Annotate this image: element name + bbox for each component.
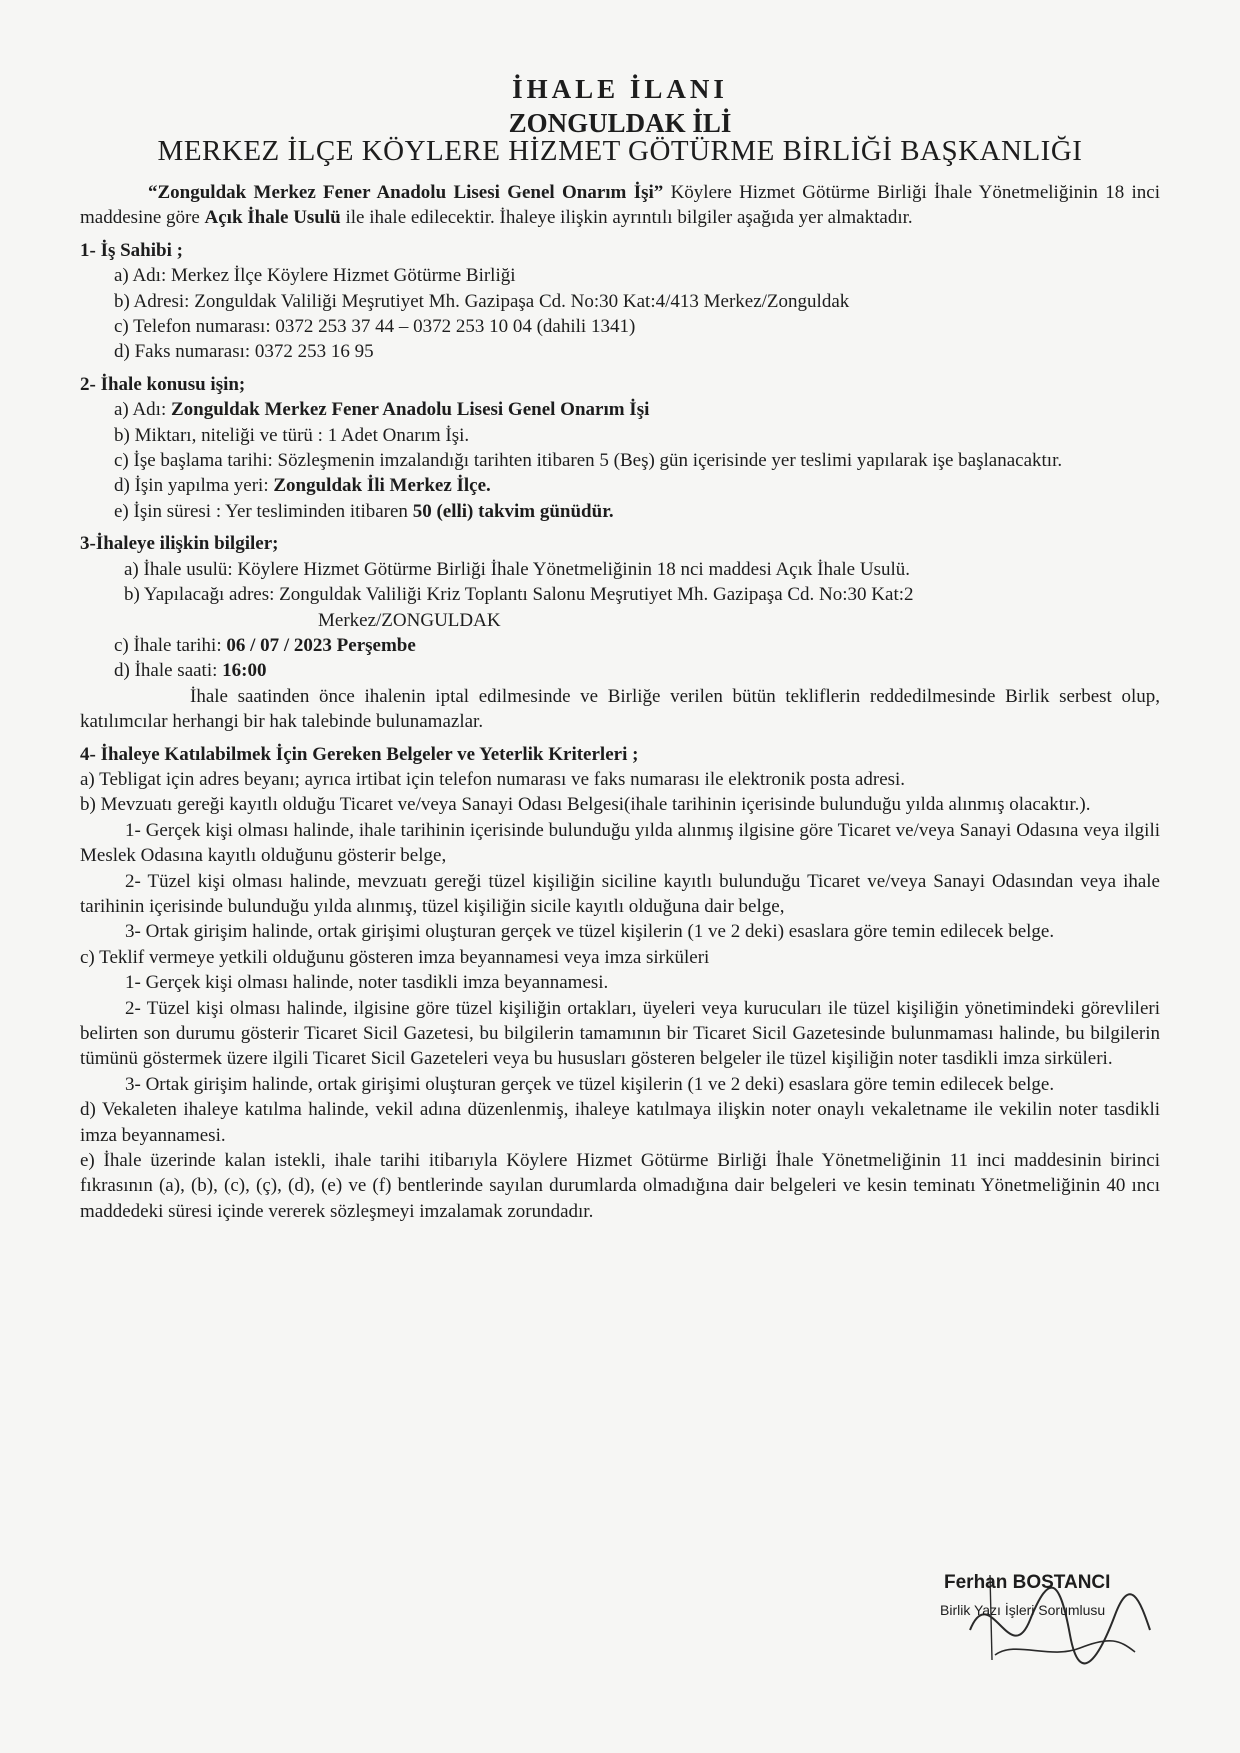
work-name (80, 397, 1160, 422)
section-1-heading: 1- İş Sahibi ; (80, 239, 183, 261)
work-name-label: a) Adı: (114, 399, 171, 421)
work-location-value: Zonguldak İli Merkez İlçe. (273, 475, 491, 497)
tender-time-label: d) İhale saati: (114, 660, 223, 682)
tender-address: b) Yapılacağı adres: Zonguldak Valiliği Kriz Toplantı Salonu Meşrutiyet Mh. Gazipaşa Cd. No:30 Kat:2 (124, 584, 914, 606)
notice-body (80, 180, 1160, 1224)
project-name: “Zonguldak Merkez Fener Anadolu Lisesi Genel Onarım İşi” (148, 182, 664, 203)
tender-date-value: 06 / 07 / 2023 Perşembe (226, 634, 416, 656)
work-duration (80, 499, 1160, 524)
req-a: a) Tebligat için adres beyanı; ayrıca irtibat için telefon numarası ve faks numarası ile elektronik posta adresi. (80, 768, 906, 790)
req-b-2: 2- Tüzel kişi olması halinde, mevzuatı gereği tüzel kişiliğin siciline kayıtlı bulunduğu Ticaret ve/veya Sanayi Odasından veya ihale tarihinin içerisinde bulunduğu yılda alınmış, tüzel kişiliğin sicile kayıtlı olduğuna dair belge, (80, 870, 1160, 917)
work-quantity: b) Miktarı, niteliği ve türü : 1 Adet Onarım İşi. (114, 424, 470, 446)
signature-block (930, 1560, 1170, 1680)
section-2-heading: 2- İhale konusu işin; (80, 373, 246, 395)
req-c-1: 1- Gerçek kişi olması halinde, noter tasdikli imza beyannamesi. (125, 972, 609, 994)
tender-procedure: a) İhale usulü: Köylere Hizmet Götürme Birliği İhale Yönetmeliğinin 18 nci maddesi Açık İhale Usulü. (124, 558, 911, 580)
owner-name: a) Adı: Merkez İlçe Köylere Hizmet Götürme Birliği (114, 265, 516, 287)
req-b-1: 1- Gerçek kişi olması halinde, ihale tarihinin içerisinde bulunduğu yılda alınmış ilgisine göre Ticaret ve/veya Sanayi Odasına veya ilgili Meslek Odasına kayıtlı olduğunu gösterir belge, (80, 819, 1160, 867)
work-location-label: d) İşin yapılma yeri: (114, 475, 274, 497)
req-e: e) İhale üzerinde kalan istekli, ihale tarihi itibarıyla Köylere Hizmet Götürme Birliği İhale Yönetmeliğinin 11 inci maddesinin birinci fıkrasının (a), (b), (c), (ç), (d), (e) ve (f) bentlerinde sayılan durumlarda olmadığına dair belgeleri ve kesin teminatı Yönetmeliğinin 40 ıncı maddedeki süresi içinde vererek sözleşmeyi imzalamak zorundadır. (80, 1150, 1160, 1222)
intro-text-1: Köylere Hizmet Götürme Birliği İhale Yönetmeliğinin 18 inci maddesine göre (80, 182, 1160, 229)
notice-title: İHALE İLANI (512, 74, 728, 104)
signatory-title: Birlik Yazı İşleri Sorumlusu (940, 1602, 1106, 1618)
cancellation-note: İhale saatinden önce ihalenin iptal edilmesinde ve Birliğe verilen bütün tekliflerin reddedilmesinde Birlik serbest olup, katılımcılar herhangi bir hak talebinde bulunamazlar. (80, 685, 1160, 733)
owner-phone: c) Telefon numarası: 0372 253 37 44 – 0372 253 10 04 (dahili 1341) (114, 316, 636, 338)
section-3-heading: 3-İhaleye ilişkin bilgiler; (80, 533, 279, 555)
req-b: b) Mevzuatı gereği kayıtlı olduğu Ticaret ve/veya Sanayi Odası Belgesi(ihale tarihinin içerisinde bulunduğu yılda alınmış olacaktır.). (80, 794, 1091, 816)
owner-address: b) Adresi: Zonguldak Valiliği Meşrutiyet Mh. Gazipaşa Cd. No:30 Kat:4/413 Merkez/Zonguldak (114, 290, 850, 312)
tender-time (80, 658, 1160, 683)
tender-method: Açık İhale Usulü (204, 207, 341, 229)
req-c: c) Teklif vermeye yetkili olduğunu gösteren imza beyannamesi veya imza sirküleri (80, 946, 710, 968)
section-4-heading: 4- İhaleye Katılabilmek İçin Gereken Belgeler ve Yeterlik Kriterleri ; (80, 743, 639, 765)
req-d: d) Vekaleten ihaleye katılma halinde, vekil adına düzenlenmiş, ihaleye katılmaya ilişkin noter onaylı vekaletname ile vekilin noter tasdikli imza beyannamesi. (80, 1099, 1160, 1146)
tender-date (80, 633, 1160, 658)
req-c-2: 2- Tüzel kişi olması halinde, ilgisine göre tüzel kişiliğin ortakları, üyeleri veya kurucuları ile tüzel kişiliğin yönetimindeki görevlileri belirten son durumu gösterir Ticaret Sicil Gazetesi, bu bilgilerin tamamının bir Ticaret Sicil Gazetesinde bulunmaması halinde, bu bilgilerin tümünü göstermek üzere ilgili Ticaret Sicil Gazeteleri veya bu hususları gösteren belgeler ile tüzel kişiliğin noter tasdikli imza sirküleri. (80, 997, 1160, 1070)
tender-address-cont: Merkez/ZONGULDAK (318, 609, 501, 631)
intro-paragraph (80, 180, 1160, 231)
office-title: MERKEZ İLÇE KÖYLERE HİZMET GÖTÜRME BİRLİĞİ BAŞKANLIĞI (157, 135, 1083, 167)
tender-date-label: c) İhale tarihi: (114, 634, 227, 656)
owner-fax: d) Faks numarası: 0372 253 16 95 (114, 341, 374, 363)
work-duration-value: 50 (elli) takvim günüdür. (412, 500, 614, 522)
signatory-name: Ferhan BOSTANCI (944, 1572, 1111, 1593)
work-duration-label: e) İşin süresi : Yer tesliminden itibaren (114, 500, 413, 522)
work-location (80, 473, 1160, 498)
req-c-3: 3- Ortak girişim halinde, ortak girişimi oluşturan gerçek ve tüzel kişilerin (1 ve 2 deki) esaslara göre temin edilecek belge. (125, 1073, 1055, 1095)
intro-text-2: ile ihale edilecektir. İhaleye ilişkin ayrıntılı bilgiler aşağıda yer almaktadır. (340, 207, 913, 229)
req-b-3: 3- Ortak girişim halinde, ortak girişimi oluşturan gerçek ve tüzel kişilerin (1 ve 2 deki) esaslara göre temin edilecek belge. (125, 921, 1055, 943)
work-name-value: Zonguldak Merkez Fener Anadolu Lisesi Genel Onarım İşi (171, 399, 650, 421)
work-start-date: c) İşe başlama tarihi: Sözleşmenin imzalandığı tarihten itibaren 5 (Beş) gün içerisinde yer teslimi yapılarak işe başlanacaktır. (114, 450, 1063, 472)
province-title: ZONGULDAK İLİ (508, 108, 732, 138)
tender-time-value: 16:00 (222, 660, 267, 682)
